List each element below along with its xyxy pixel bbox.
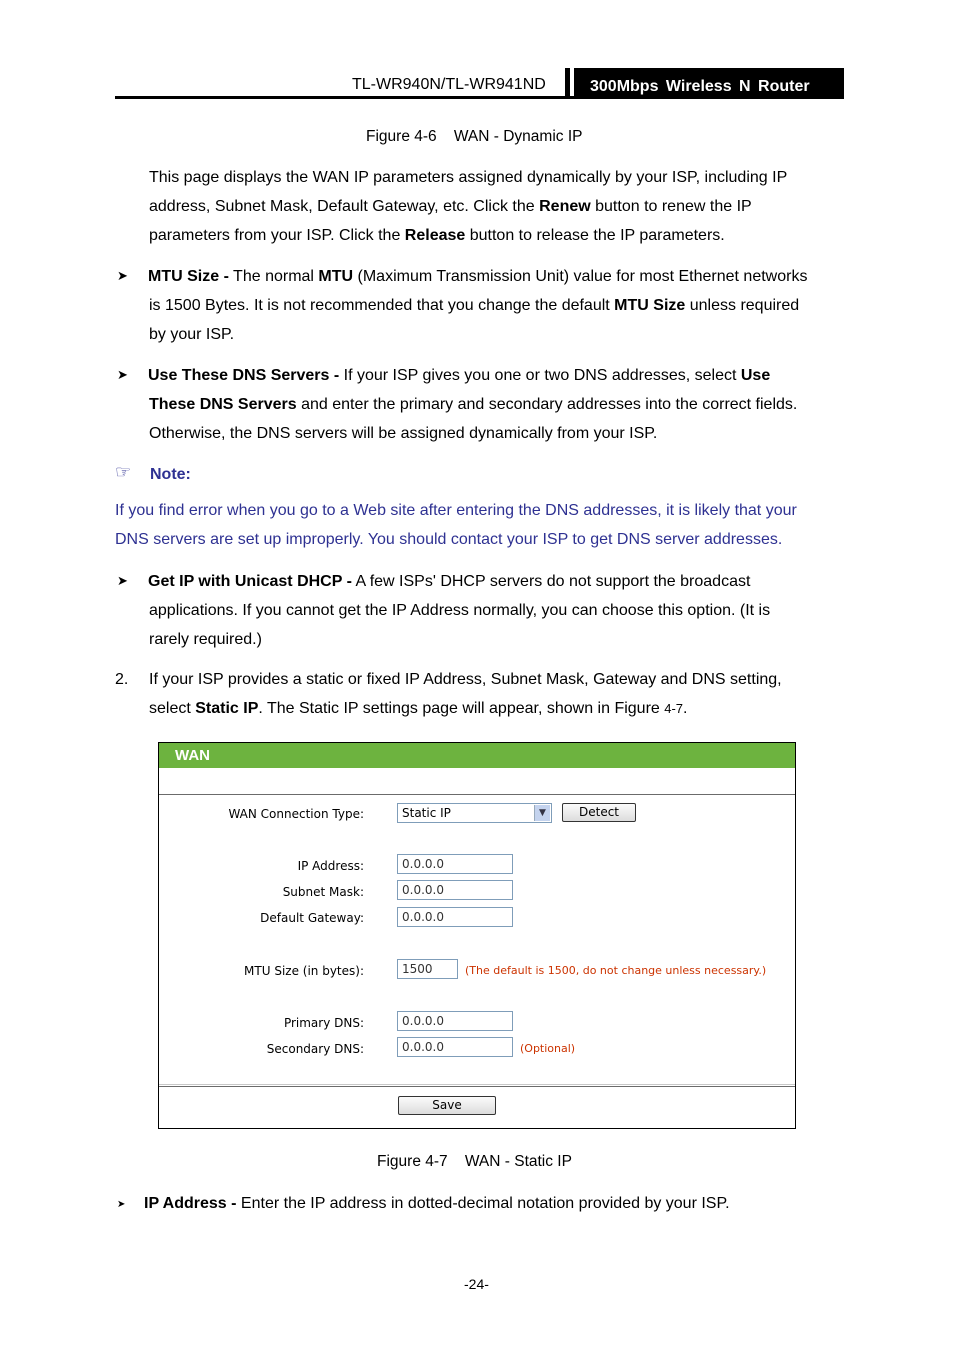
header-divider (570, 68, 574, 99)
default-gateway-label: Default Gateway: (260, 911, 364, 925)
wan-settings-panel (158, 742, 796, 1129)
dns-bold: These DNS Servers (149, 396, 297, 413)
header-product-title: 300Mbps Wireless N Router (590, 78, 810, 95)
bullet-arrow-icon: ➤ (117, 1199, 126, 1210)
unicast-term: Get IP with Unicast DHCP - (148, 573, 352, 590)
unicast-line-1 (148, 567, 838, 596)
pointing-hand-icon: ☞ (115, 462, 132, 482)
intro-text: button to renew the IP (590, 198, 752, 215)
wan-connection-type-select[interactable] (397, 803, 552, 823)
chevron-down-icon[interactable]: ▼ (534, 805, 550, 821)
mtu-text: unless required (685, 297, 800, 314)
secondary-dns-input[interactable]: 0.0.0.0 (397, 1037, 513, 1057)
header-rule (115, 96, 844, 99)
note-line-1: If you find error when you go to a Web site after entering the DNS addresses, it is likely that your (115, 502, 797, 519)
ip-address-input[interactable]: 0.0.0.0 (397, 854, 513, 874)
secondary-dns-hint: (Optional) (520, 1042, 576, 1055)
intro-text: parameters from your ISP. Click the (149, 227, 405, 244)
step2-text: . (683, 700, 688, 717)
mtu-size-label: MTU Size (in bytes): (244, 964, 364, 978)
step2-text: . The Static IP settings page will appear, shown in Figure (258, 700, 665, 717)
primary-dns-input[interactable]: 0.0.0.0 (397, 1011, 513, 1031)
intro-paragraph (149, 163, 838, 250)
mtu-hint: (The default is 1500, do not change unless necessary.) (465, 964, 767, 977)
step-number: 2. (115, 671, 129, 688)
note-line-2: DNS servers are set up improperly. You should contact your ISP to get DNS server addresses. (115, 531, 783, 548)
dns-term: Use These DNS Servers - (148, 367, 340, 384)
ip-address-term: IP Address - (144, 1195, 237, 1212)
mtu-line-1 (148, 262, 838, 291)
dns-text: and enter the primary and secondary addresses into the correct fields. (296, 396, 798, 413)
default-gateway-input[interactable]: 0.0.0.0 (397, 907, 513, 927)
dns-line-3: Otherwise, the DNS servers will be assigned dynamically from your ISP. (149, 425, 658, 442)
subnet-mask-label: Subnet Mask: (282, 885, 364, 899)
save-button[interactable]: Save (398, 1096, 496, 1115)
panel-divider (159, 1084, 795, 1085)
mtu-text: (Maximum Transmission Unit) value for most Ethernet networks (353, 268, 808, 285)
wan-connection-type-value: Static IP (402, 806, 451, 820)
wan-panel-header (159, 743, 795, 768)
wan-panel-title: WAN (175, 747, 210, 764)
intro-line-3 (149, 221, 838, 250)
static-ip-term: Static IP (195, 700, 259, 717)
step2-line-2 (149, 694, 839, 723)
dns-line-2 (149, 390, 838, 419)
bullet-arrow-icon: ➤ (117, 573, 128, 588)
dns-text: If your ISP gives you one or two DNS addresses, select (339, 367, 741, 384)
figure-4-6-caption: Figure 4-6 WAN - Dynamic IP (366, 128, 583, 145)
mtu-size-bold: MTU Size (614, 297, 686, 314)
renew-term: Renew (539, 198, 591, 215)
mtu-text: The normal (228, 268, 319, 285)
unicast-text: A few ISPs' DHCP servers do not support the broadcast (351, 573, 751, 590)
step2-paragraph (149, 665, 839, 723)
mtu-bold: MTU (318, 268, 354, 285)
panel-divider (159, 794, 795, 795)
release-term: Release (404, 227, 466, 244)
intro-text: address, Subnet Mask, Default Gateway, etc. Click the (149, 198, 540, 215)
unicast-line-2: applications. If you cannot get the IP Address normally, you can choose this option. (It is (149, 602, 771, 619)
ip-address-text: Enter the IP address in dotted-decimal notation provided by your ISP. (236, 1195, 730, 1212)
unicast-paragraph (148, 567, 838, 654)
intro-line-1: This page displays the WAN IP parameters assigned dynamically by your ISP, including IP (149, 169, 788, 186)
detect-button[interactable]: Detect (562, 803, 636, 822)
ip-address-label: IP Address: (297, 859, 364, 873)
figure-ref: 4-7 (664, 701, 684, 716)
mtu-term: MTU Size - (148, 268, 229, 285)
wan-connection-type-label: WAN Connection Type: (228, 807, 364, 821)
dns-paragraph (148, 361, 838, 448)
subnet-mask-input[interactable]: 0.0.0.0 (397, 880, 513, 900)
unicast-line-3: rarely required.) (149, 631, 262, 648)
note-title: Note: (150, 466, 191, 483)
secondary-dns-label: Secondary DNS: (266, 1042, 364, 1056)
bullet-arrow-icon: ➤ (117, 367, 128, 382)
note-text (115, 496, 839, 554)
mtu-size-input[interactable]: 1500 (397, 959, 458, 979)
bullet-arrow-icon: ➤ (117, 268, 128, 283)
dns-bold: Use (740, 367, 771, 384)
intro-text: button to release the IP parameters. (465, 227, 725, 244)
mtu-line-2 (149, 291, 838, 320)
dns-line-1 (148, 361, 838, 390)
figure-4-7-caption: Figure 4-7 WAN - Static IP (377, 1153, 572, 1170)
header-model: TL-WR940N/TL-WR941ND (352, 76, 546, 93)
mtu-text: is 1500 Bytes. It is not recommended that you change the default (149, 297, 615, 314)
page-number: -24- (464, 1276, 489, 1292)
step2-text: select (149, 700, 196, 717)
primary-dns-label: Primary DNS: (283, 1016, 364, 1030)
mtu-line-3: by your ISP. (149, 326, 235, 343)
panel-divider (159, 1086, 795, 1087)
ip-address-paragraph (144, 1189, 844, 1218)
intro-line-2 (149, 192, 838, 221)
mtu-paragraph (148, 262, 838, 349)
step2-line-1: If your ISP provides a static or fixed IP Address, Subnet Mask, Gateway and DNS setting, (149, 671, 782, 688)
